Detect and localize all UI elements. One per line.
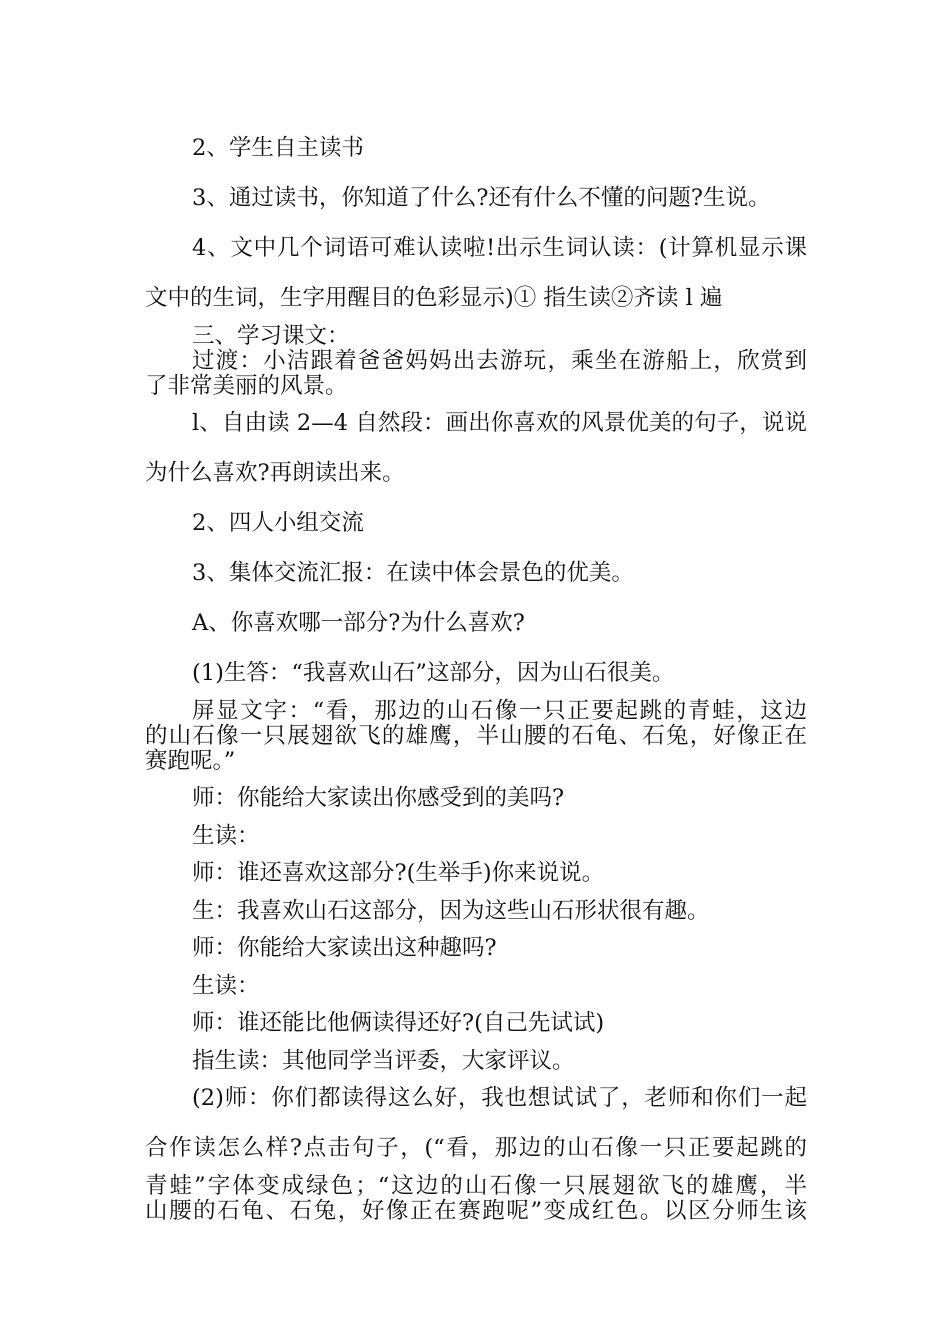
paragraph-line: (2)师：你们都读得这么好，我也想试试了，老师和你们一起 <box>192 1085 807 1111</box>
paragraph-line: 3、集体交流汇报：在读中体会景色的优美。 <box>192 560 634 586</box>
paragraph-line: 生读： <box>192 823 260 849</box>
paragraph-line: 山腰的石龟、石兔，好像正在赛跑呢”变成红色。以区分师生该 <box>145 1198 807 1224</box>
paragraph-line: 了非常美丽的风景。 <box>145 373 348 399</box>
paragraph-line: 师：你能给大家读出你感受到的美吗? <box>192 785 565 811</box>
paragraph-line: 生：我喜欢山石这部分，因为这些山石形状很有趣。 <box>192 898 710 924</box>
paragraph-line: 4、文中几个词语可难认读啦!出示生词认读：(计算机显示课 <box>192 235 807 261</box>
paragraph-line: 的山石像一只展翅欲飞的雄鹰，半山腰的石龟、石兔，好像正在 <box>145 723 807 749</box>
paragraph-line: 师：谁还喜欢这部分?(生举手)你来说说。 <box>192 860 605 886</box>
paragraph-line: 2、学生自主读书 <box>192 135 364 161</box>
paragraph-line: (1)生答：“我喜欢山石”这部分，因为山石很美。 <box>192 660 675 686</box>
paragraph-line: A、你喜欢哪一部分?为什么喜欢? <box>192 610 525 636</box>
paragraph-line: 师：你能给大家读出这种趣吗? <box>192 935 497 961</box>
paragraph-line: 青蛙”字体变成绿色；“这边的山石像一只展翅欲飞的雄鹰，半 <box>145 1173 807 1199</box>
section-heading: 三、学习课文： <box>192 323 350 349</box>
paragraph-line: 生读： <box>192 973 260 999</box>
paragraph-line: 合作读怎么样?点击句子，(“看，那边的山石像一只正要起跳的 <box>145 1135 807 1161</box>
paragraph-line: 2、四人小组交流 <box>192 510 364 536</box>
paragraph-line: 师：谁还能比他俩读得还好?(自己先试试) <box>192 1010 605 1036</box>
paragraph-line: l、自由读 2—4 自然段：画出你喜欢的风景优美的句子，说说 <box>192 410 807 436</box>
paragraph-line: 指生读：其他同学当评委，大家评议。 <box>192 1048 575 1074</box>
paragraph-line: 为什么喜欢?再朗读出来。 <box>145 460 405 486</box>
paragraph-line: 3、通过读书，你知道了什么?还有什么不懂的问题?生说。 <box>192 185 771 211</box>
paragraph-line: 赛跑呢。” <box>145 748 236 774</box>
paragraph-line: 过渡：小洁跟着爸爸妈妈出去游玩，乘坐在游船上，欣赏到 <box>192 348 807 374</box>
paragraph-line: 文中的生词，生字用醒目的色彩显示)① 指生读②齐读 l 遍 <box>145 285 723 311</box>
paragraph-line: 屏显文字：“看，那边的山石像一只正要起跳的青蛙，这边 <box>192 698 807 724</box>
